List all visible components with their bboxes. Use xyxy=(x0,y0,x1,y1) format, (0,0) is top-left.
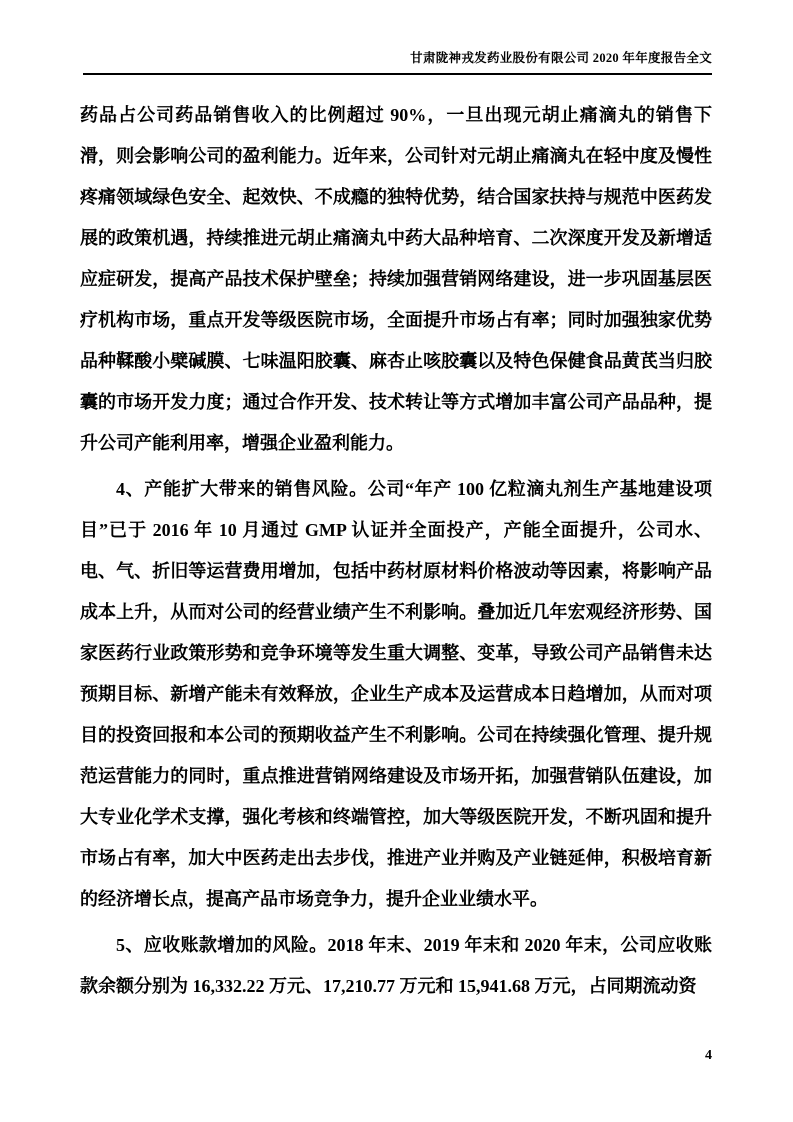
header-title: 甘肃陇神戎发药业股份有限公司 2020 年年度报告全文 xyxy=(410,51,712,65)
paragraph-risk-accounts-receivable: 5、应收账款增加的风险。2018 年末、2019 年末和 2020 年末，公司应收账款余额分别为 16,332.22 万元、17,210.77 万元和 15,941.68 万元，占同期流动资 xyxy=(80,935,712,996)
document-header xyxy=(83,48,712,66)
paragraph-risk-sales-continuation: 药品占公司药品销售收入的比例超过 90%，一旦出现元胡止痛滴丸的销售下滑，则会影响公司的盈利能力。近年来，公司针对元胡止痛滴丸在轻中度及慢性疼痛领域绿色安全、起效快、不成瘾的独特优势，结合国家扶持与规范中医药发展的政策机遇，持续推进元胡止痛滴丸中药大品种培育、二次深度开发及新增适应症研发，提高产品技术保护壁垒；持续加强营销网络建设，进一步巩固基层医疗机构市场，重点开发等级医院市场，全面提升市场占有率；同时加强独家优势品种鞣酸小檗碱膜、七味温阳胶囊、麻杏止咳胶囊以及特色保健食品黄芪当归胶囊的市场开发力度；通过合作开发、技术转让等方式增加丰富公司产品品种，提升公司产能利用率，增强企业盈利能力。 xyxy=(80,105,712,453)
page-number: 4 xyxy=(705,1048,712,1063)
paragraph-risk-capacity-expansion: 4、产能扩大带来的销售风险。公司“年产 100 亿粒滴丸剂生产基地建设项目”已于 2016 年 10 月通过 GMP 认证并全面投产，产能全面提升，公司水、电、气、折旧等运营费用增加，包括中药材原材料价格波动等因素，将影响产品成本上升，从而对公司的经营业绩产生不利影响。叠加近几年宏观经济形势、国家医药行业政策形势和竞争环境等发生重大调整、变革，导致公司产品销售未达预期目标、新增产能未有效释放，企业生产成本及运营成本日趋增加，从而对项目的投资回报和本公司的预期收益产生不利影响。公司在持续强化管理、提升规范运营能力的同时，重点推进营销网络建设及市场开拓，加强营销队伍建设，加大专业化学术支撑，强化考核和终端管控，加大等级医院开发，不断巩固和提升市场占有率，加大中医药走出去步伐，推进产业并购及产业链延伸，积极培育新的经济增长点，提高产品市场竞争力，提升企业业绩水平。 xyxy=(80,479,712,909)
header-rule xyxy=(83,73,712,75)
document-body xyxy=(80,95,712,1012)
